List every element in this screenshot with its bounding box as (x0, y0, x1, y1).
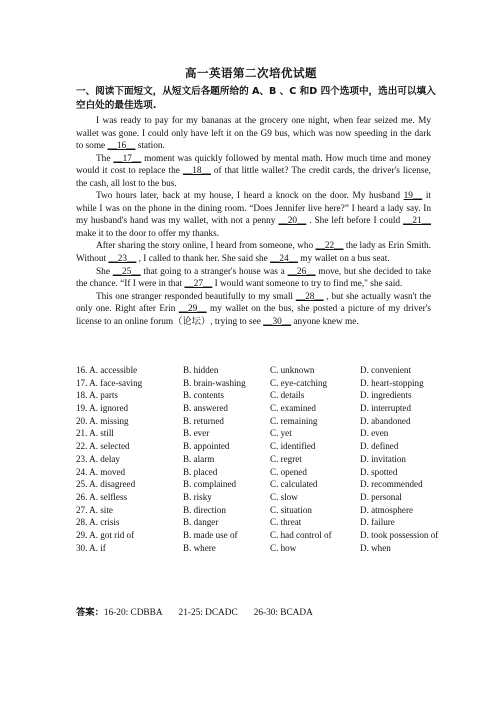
option-row (76, 542, 436, 555)
choice-a (76, 440, 130, 453)
choice-b: B. brain-washing (183, 377, 246, 388)
passage-text: Two hours later, back at my house, I heard a knock on the door. My husband (96, 191, 400, 202)
blank-number: __25__ (112, 266, 141, 277)
blank-number: __26__ (287, 266, 316, 277)
option-row (76, 529, 439, 542)
passage-paragraph (76, 291, 431, 329)
blank-number: 19__ (403, 191, 423, 202)
choice-d: D. personal (360, 491, 402, 502)
section-instruction: 一、阅读下面短文，从短文后各题所给的 A、B 、C 和D 四个选项中，选出可以填入空白处的最佳选项. (76, 86, 436, 111)
blank-number: __16__ (107, 141, 136, 152)
question-number: 20. (76, 415, 88, 426)
question-number: 28. (76, 517, 88, 528)
choice-a-text: A. accessible (89, 365, 138, 375)
answer-part: 21-25: DCADC (178, 608, 238, 618)
choice-b: B. ever (183, 428, 210, 439)
choice-b: B. hidden (183, 365, 219, 375)
passage-text: I would want someone to try to find me," she said. (214, 279, 403, 290)
passage-text: that going to a stranger's house was a (143, 266, 285, 277)
choice-c: C. threat (270, 517, 302, 528)
choice-a (76, 402, 128, 415)
question-number: 16. (76, 365, 88, 375)
choice-b: B. returned (183, 415, 224, 426)
choice-a (76, 427, 114, 440)
option-row (76, 491, 436, 504)
choice-a-text: A. ignored (89, 403, 129, 414)
choice-c: C. examined (270, 403, 316, 414)
choice-c: C. slow (270, 491, 298, 502)
passage-text: I was ready to pay for my bananas at the grocery one night, when fear seized me. My wallet was gone. I could only have left it on the G9 bus, which was now speeding in the dark to some (76, 116, 431, 152)
passage-text: , I called to thank her. She said she (138, 254, 268, 265)
passage-paragraph (76, 153, 431, 191)
passage-text: She (96, 266, 110, 277)
choice-a (76, 389, 118, 402)
choice-c: C. regret (270, 453, 302, 464)
passage-text: move, but she decided to take the chance. “If I were in that (76, 266, 432, 290)
choice-c: C. unknown (270, 365, 315, 375)
choice-a (76, 504, 113, 517)
option-row (76, 453, 436, 466)
question-number: 17. (76, 377, 88, 388)
blank-number: __29__ (178, 304, 207, 315)
choice-a (76, 466, 125, 479)
option-row (76, 377, 436, 390)
choice-d: D. abandoned (360, 415, 411, 426)
choice-b: B. answered (183, 403, 228, 414)
passage-text: my wallet on a bus seat. (300, 254, 390, 265)
choice-d: D. heart-stopping (360, 377, 424, 388)
blank-number: __20__ (278, 216, 307, 227)
choice-a-text: A. selected (89, 441, 130, 452)
blank-number: __23__ (108, 254, 137, 265)
question-number: 30. (76, 542, 88, 553)
question-number: 27. (76, 504, 88, 515)
question-number: 24. (76, 466, 88, 477)
choice-b: B. placed (183, 466, 218, 477)
option-row (76, 402, 436, 415)
options-list (76, 364, 439, 554)
choice-a (76, 453, 120, 466)
choice-a-text: A. parts (89, 390, 118, 401)
choice-a (76, 478, 135, 491)
choice-c: C. details (270, 390, 305, 401)
option-row (76, 415, 436, 428)
option-row (76, 478, 436, 491)
choice-a (76, 364, 137, 377)
passage-paragraph (76, 240, 431, 265)
question-number: 22. (76, 441, 88, 452)
choice-d: D. took possession of (360, 529, 439, 540)
blank-number: __27__ (184, 279, 213, 290)
choice-a (76, 491, 127, 504)
choice-b: B. made use of (183, 529, 238, 540)
passage-text: anyone knew me. (293, 316, 359, 327)
blank-number: __18__ (182, 166, 211, 177)
blank-number: __22__ (315, 241, 344, 252)
choice-b: B. appointed (183, 441, 230, 452)
question-number: 25. (76, 479, 88, 490)
choice-d: D. interrupted (360, 403, 412, 414)
answer-key (76, 604, 329, 618)
blank-number: __17__ (113, 153, 142, 164)
choice-b: B. risky (183, 491, 212, 502)
passage-text: station. (137, 141, 165, 152)
choice-b: B. where (183, 542, 216, 553)
answer-part: 16-20: CDBBA (103, 608, 163, 618)
passage-text: This one stranger responded beautifully to my small (96, 291, 293, 302)
question-number: 21. (76, 428, 88, 439)
choice-a-text: A. still (89, 428, 114, 439)
choice-d: D. ingredients (360, 390, 412, 401)
choice-c: C. identified (270, 441, 316, 452)
choice-b: B. contents (183, 390, 224, 401)
passage-text: the lady as Erin Smith. Without (76, 241, 431, 265)
option-row (76, 364, 436, 377)
choice-d: D. failure (360, 517, 395, 528)
choice-d: D. atmosphere (360, 504, 414, 515)
choice-a (76, 377, 142, 390)
choice-b: B. danger (183, 517, 219, 528)
choice-a-text: A. moved (89, 466, 126, 477)
option-row (76, 389, 436, 402)
choice-b: B. complained (183, 479, 237, 490)
choice-d: D. invitation (360, 453, 406, 464)
choice-a-text: A. disagreed (89, 479, 136, 490)
choice-a (76, 542, 106, 555)
choice-c: C. remaining (270, 415, 318, 426)
passage-text: it while I was on the phone in the dining room. “Does Jennifer live here?” I heard a lady say. In my husband's hand was my wallet, with not a penny (76, 191, 431, 227)
passage-text: of that little wallet? The credit cards, the driver's license, the cash, all lost to the bus. (76, 166, 432, 189)
choice-a-text: A. site (89, 504, 113, 515)
choice-a (76, 529, 134, 542)
choice-a-text: A. delay (89, 453, 120, 464)
choice-d: D. when (360, 542, 391, 553)
question-number: 29. (76, 529, 88, 540)
option-row (76, 440, 436, 453)
passage-text: moment was quickly followed by mental math. How much time and money would it cost to replace the (76, 153, 432, 177)
page-title: 高一英语第二次培优试题 (185, 66, 317, 80)
choice-d: D. defined (360, 441, 399, 452)
choice-d: D. convenient (360, 365, 412, 375)
answer-label: 答案： (76, 607, 104, 618)
passage-text: make it to the door to offer my thanks. (76, 228, 220, 239)
option-row (76, 516, 436, 529)
question-number: 26. (76, 491, 88, 502)
choice-a-text: A. got rid of (89, 529, 135, 540)
option-row (76, 427, 436, 440)
choice-c: C. situation (270, 504, 312, 515)
choice-d: D. recommended (360, 479, 423, 490)
option-row (76, 466, 436, 479)
question-number: 19. (76, 403, 88, 414)
choice-a (76, 415, 129, 428)
choice-a-text: A. face-saving (89, 377, 143, 388)
answer-part: 26-30: BCADA (253, 608, 313, 618)
passage-paragraph (76, 115, 431, 153)
question-number: 23. (76, 453, 88, 464)
question-number: 18. (76, 390, 88, 401)
passage-paragraph (76, 190, 431, 240)
choice-b: B. direction (183, 504, 226, 515)
reading-passage (76, 115, 431, 328)
option-row (76, 504, 436, 517)
choice-c: C. had control of (270, 529, 332, 540)
choice-a-text: A. missing (89, 415, 129, 426)
blank-number: __24__ (270, 254, 298, 265)
choice-d: D. spotted (360, 466, 398, 477)
choice-d: D. even (360, 428, 389, 439)
choice-c: C. opened (270, 466, 307, 477)
blank-number: __30__ (263, 316, 292, 327)
passage-text: The (96, 153, 111, 164)
choice-b: B. alarm (183, 453, 215, 464)
choice-c: C. calculated (270, 479, 318, 490)
passage-text: my wallet on the bus, she posted a picture of my driver's license to an online forum（论坛）, trying to see (76, 304, 432, 327)
blank-number: __21__ (403, 216, 431, 227)
choice-a-text: A. crisis (89, 517, 120, 528)
passage-text: . She left before I could (309, 216, 401, 227)
choice-a-text: A. if (89, 542, 106, 553)
choice-a-text: A. selfless (89, 491, 128, 502)
blank-number: __28__ (295, 291, 324, 302)
choice-c: C. eye-catching (270, 377, 328, 388)
passage-text: , but she actually wasn't the only one. Right after Erin (76, 291, 431, 315)
choice-c: C. yet (270, 428, 292, 439)
choice-c: C. how (270, 542, 297, 553)
passage-paragraph (76, 266, 431, 291)
choice-a (76, 516, 119, 529)
passage-text: After sharing the story online, I heard from someone, who (96, 241, 314, 252)
